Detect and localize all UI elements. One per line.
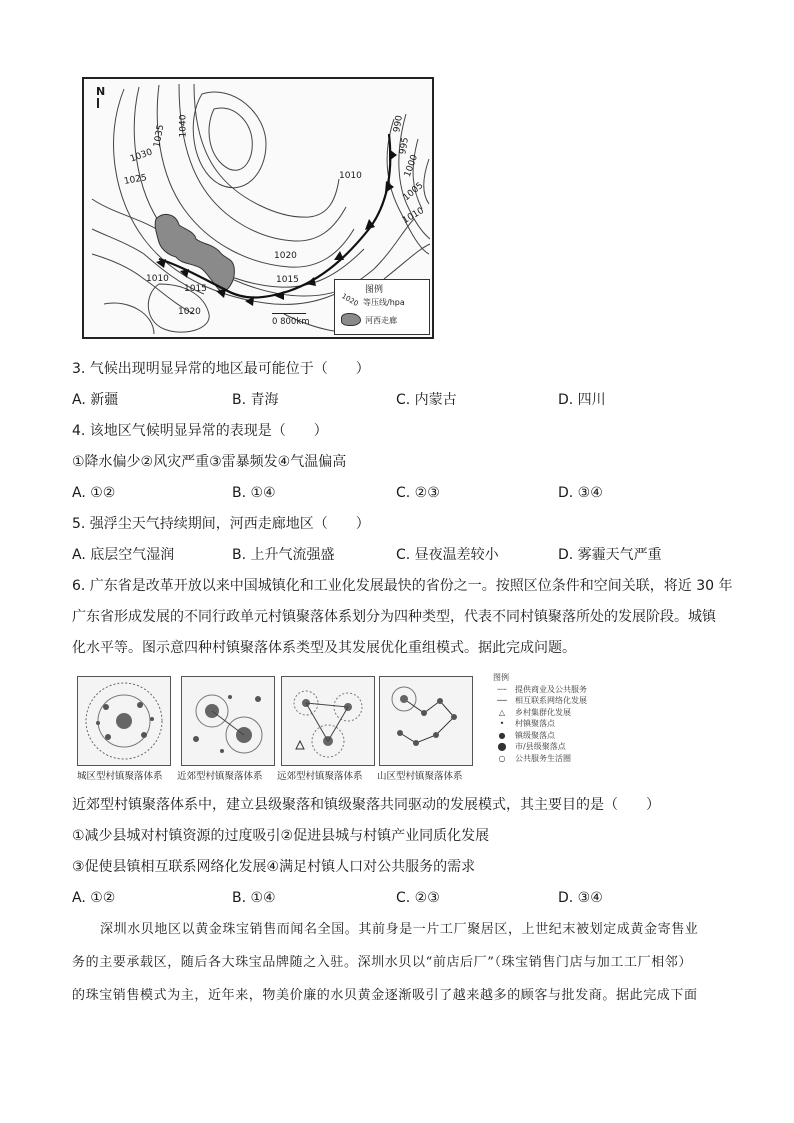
caption-suburban: 近郊型村镇聚落体系 — [177, 771, 263, 782]
passage-line: 务的主要承载区，随后各大珠宝品牌随之入驻。深圳水贝以“前店后厂”（珠宝销售门店与加工工厂相邻） — [72, 955, 692, 970]
q5-option-d[interactable]: D. 雾霾天气严重 — [558, 547, 662, 563]
passage-line: 深圳水贝地区以黄金珠宝销售而闻名全国。其前身是一片工厂聚居区，上世纪末被划定成黄金寄售业 — [100, 922, 699, 937]
isobar-label: 1000 — [402, 153, 421, 179]
q7-items-line: ①减少县城对村镇资源的过度吸引②促进县城与村镇产业同质化发展 — [72, 828, 490, 844]
caption-outer-suburban: 远郊型村镇聚落体系 — [277, 771, 363, 782]
legend-isobar-sample: 1020 — [340, 292, 360, 308]
medium-dot-icon: ● — [498, 730, 506, 740]
legend2-item: 公共服务生活圈 — [515, 753, 571, 763]
isobar-map — [82, 77, 434, 339]
scale-label: 0 800km — [272, 317, 310, 327]
isobar-label: 1040 — [178, 114, 189, 138]
isobar-label: 1020 — [178, 307, 201, 317]
panel-urban — [77, 676, 171, 766]
circle-icon: ○ — [498, 753, 506, 763]
small-dot-icon: • — [499, 719, 505, 728]
q7-option-b[interactable]: B. ①④ — [232, 890, 276, 906]
q3-option-a[interactable]: A. 新疆 — [72, 392, 119, 408]
passage-line: 的珠宝销售模式为主，近年来，物美价廉的水贝黄金逐渐吸引了越来越多的顾客与批发商。据此完成下面 — [72, 988, 698, 1003]
q3-option-d[interactable]: D. 四川 — [558, 392, 606, 408]
north-arrow-shaft — [97, 98, 99, 108]
caption-urban: 城区型村镇聚落体系 — [77, 771, 163, 782]
q4-option-b[interactable]: B. ①④ — [232, 485, 276, 501]
isobar-label: 1010 — [146, 274, 169, 284]
legend-isobar-label: 等压线/hpa — [363, 298, 405, 307]
isobar-label: 1010 — [339, 171, 362, 181]
q7-stem: 近郊型村镇聚落体系中，建立县级聚落和镇级聚落共同驱动的发展模式，其主要目的是（ ） — [72, 797, 660, 813]
caption-mountain: 山区型村镇聚落体系 — [377, 771, 463, 782]
panel-outer-suburban — [281, 676, 375, 766]
q4-option-c[interactable]: C. ②③ — [396, 485, 440, 501]
map-legend — [334, 279, 430, 335]
legend2-item: 相互联系网络化发展 — [515, 696, 587, 705]
q6-paragraph-line: 6. 广东省是改革开放以来中国城镇化和工业化发展最快的省份之一。按照区位条件和空间关联，将近 30 年 — [72, 578, 733, 594]
isobar-label: 1015 — [184, 284, 207, 294]
figure2-legend — [493, 672, 633, 764]
q7-option-c[interactable]: C. ②③ — [396, 890, 440, 906]
q4-stem: 4. 该地区气候明显异常的表现是（ ） — [72, 423, 328, 439]
large-dot-icon: ⬤ — [497, 742, 507, 751]
legend2-item: 乡村集群化发展 — [515, 707, 571, 717]
legend-corridor-label: 河西走廊 — [365, 316, 397, 325]
q5-stem: 5. 强浮尘天气持续期间，河西走廊地区（ ） — [72, 516, 370, 532]
legend2-item: 村镇聚落点 — [515, 719, 555, 728]
legend2-item: 镇级聚落点 — [515, 730, 555, 740]
q4-option-d[interactable]: D. ③④ — [558, 485, 603, 501]
isobar-label: 1035 — [152, 123, 167, 149]
legend2-item: 提供商业及公共服务 — [515, 684, 587, 694]
legend-title: 图例 — [365, 285, 384, 295]
q3-option-b[interactable]: B. 青海 — [232, 392, 279, 408]
isobar-label: 1025 — [123, 173, 148, 187]
q5-option-a[interactable]: A. 底层空气湿润 — [72, 547, 175, 563]
triangle-icon: △ — [498, 707, 506, 717]
legend-corridor-swatch — [341, 313, 361, 326]
settlement-figure — [75, 672, 635, 780]
isobar-label: 995 — [398, 136, 412, 156]
q6-paragraph-line: 化水平等。图示意四种村镇聚落体系类型及其发展优化重组模式。据此完成问题。 — [72, 640, 576, 656]
scale-bar — [272, 313, 306, 314]
north-arrow: N — [96, 85, 106, 98]
legend2-item: 市/县级聚落点 — [515, 742, 566, 751]
isobar-label: 990 — [392, 114, 406, 134]
q5-option-b[interactable]: B. 上升气流强盛 — [232, 547, 335, 563]
q3-option-c[interactable]: C. 内蒙古 — [396, 392, 457, 408]
q3-stem: 3. 气候出现明显异常的地区最可能位于（ ） — [72, 361, 370, 377]
isobar-label: 1020 — [274, 251, 297, 261]
q4-items: ①降水偏少②风灾严重③雷暴频发④气温偏高 — [72, 454, 347, 470]
q7-option-d[interactable]: D. ③④ — [558, 890, 603, 906]
legend2-title: 图例 — [493, 673, 509, 682]
q7-items-line: ③促使县镇相互联系网络化发展④满足村镇人口对公共服务的需求 — [72, 859, 476, 875]
isobar-label: 1030 — [128, 147, 154, 165]
q6-paragraph-line: 广东省形成发展的不同行政单元村镇聚落体系划分为四种类型，代表不同村镇聚落所处的发展阶段。城镇 — [72, 609, 716, 625]
solid-line-icon: ── — [497, 696, 507, 705]
isobar-label: 1010 — [401, 205, 426, 227]
isobar-label: 1005 — [401, 180, 426, 204]
q5-option-c[interactable]: C. 昼夜温差较小 — [396, 547, 499, 563]
isobar-label: 1015 — [276, 275, 299, 285]
q7-option-a[interactable]: A. ①② — [72, 890, 116, 906]
panel-suburban — [181, 676, 275, 766]
q4-option-a[interactable]: A. ①② — [72, 485, 116, 501]
dashed-line-icon: ┄┄ — [497, 684, 507, 694]
panel-mountain — [379, 676, 473, 766]
